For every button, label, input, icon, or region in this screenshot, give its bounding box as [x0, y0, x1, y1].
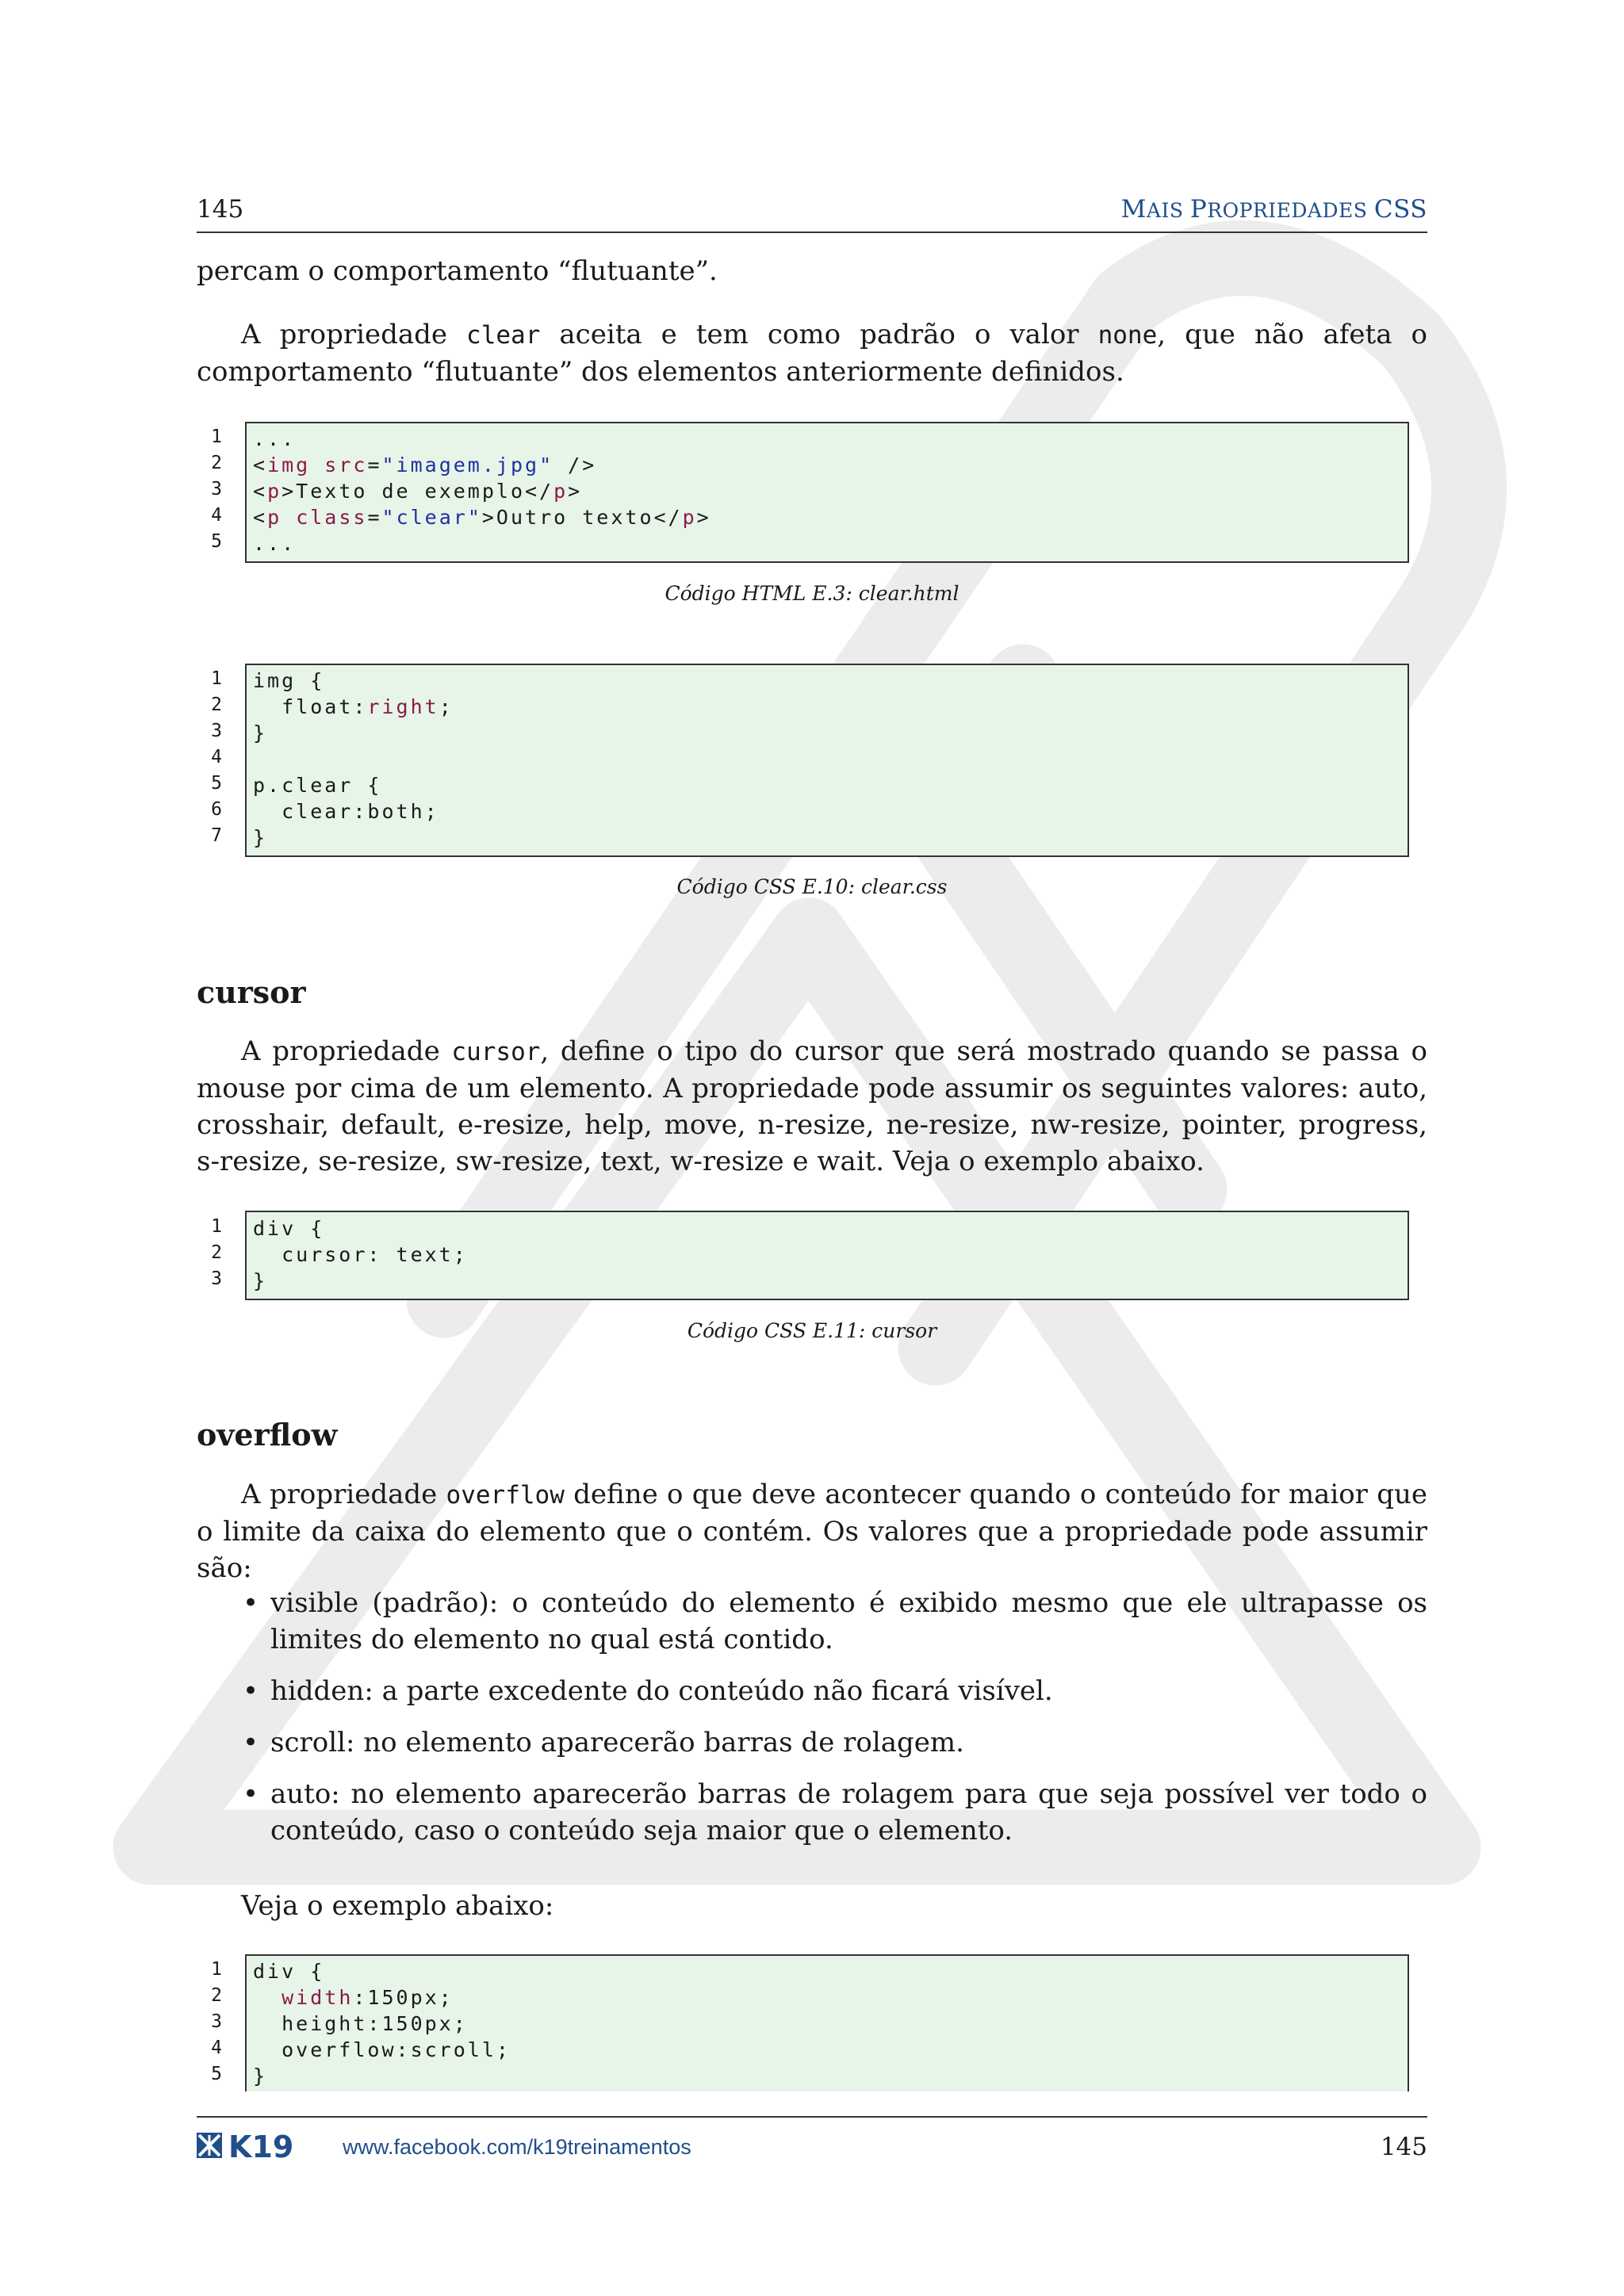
code-block-html: ... <img src="imagem.jpg" /> <p>Texto de exemplo</p> <p class="clear">Outro texto</p> ... — [245, 422, 1409, 563]
paragraph-overflow: A propriedade overflow define o que deve acontecer quando o conteúdo for maior que o limite da caixa do elemento que o contém. Os valores que a propriedade pode assumir são: — [197, 1479, 1427, 1584]
code-block-css-cursor: div { cursor: text; } — [245, 1211, 1409, 1300]
inline-code-clear: clear — [466, 321, 541, 350]
k19-logo — [197, 2130, 320, 2161]
list-item: • auto: no elemento aparecerão barras de rolagem para que seja possível ver todo o conteúdo, caso o conteúdo seja maior que o elemento. — [243, 1778, 1427, 1846]
header-rule — [197, 232, 1427, 233]
page-number-top: 145 — [197, 195, 244, 224]
list-item: • visible (padrão): o conteúdo do elemento é exibido mesmo que ele ultrapasse os limites do elemento no qual está contido. — [243, 1587, 1427, 1655]
code-block-css-overflow: div { width:150px; height:150px; overflow:scroll; } — [245, 1954, 1409, 2091]
footer-rule — [197, 2116, 1427, 2118]
overflow-values-list — [197, 1585, 1427, 1864]
inline-code-cursor: cursor — [451, 1038, 541, 1066]
inline-code-overflow: overflow — [446, 1481, 565, 1510]
list-item: • hidden: a parte excedente do conteúdo não ficará visível. — [243, 1675, 1053, 1707]
section-heading-overflow: overflow — [197, 1417, 338, 1452]
paragraph-clear: A propriedade clear aceita e tem como padrão o valor none, que não afeta o comportamento “flutuante” dos elementos anteriormente definidos. — [197, 319, 1427, 388]
code-block-css-clear: img { float:right; } p.clear { clear:both; } — [245, 664, 1409, 857]
code-line-numbers: 1 2 3 4 5 — [211, 427, 222, 552]
code-line-numbers: 1 2 3 4 5 6 7 — [211, 668, 222, 846]
facebook-link[interactable]: www.facebook.com/k19treinamentos — [343, 2135, 691, 2159]
section-heading-cursor: cursor — [197, 974, 306, 1010]
code-line-numbers: 1 2 3 — [211, 1216, 222, 1289]
code-caption: Código HTML E.3: clear.html — [665, 582, 959, 605]
paragraph-continuation: percam o comportamento “flutuante”. — [197, 255, 718, 287]
svg-text:K19: K19 — [228, 2130, 294, 2161]
paragraph-cursor: A propriedade cursor, define o tipo do cursor que será mostrado quando se passa o mouse por cima de um elemento. A propriedade pode assumir os seguintes valores: auto, crosshair, default, e-resize, help, move, n-resize, ne-resize, nw-resize, pointer, progress, s-resize, se-resize, sw-resize, text, w-resize e wait. Veja o exemplo abaixo. — [197, 1035, 1428, 1177]
running-title: MAIS PROPRIEDADES CSS — [1120, 195, 1427, 224]
code-caption: Código CSS E.10: clear.css — [676, 875, 948, 898]
code-caption: Código CSS E.11: cursor — [687, 1319, 937, 1342]
page-number-bottom: 145 — [1380, 2133, 1427, 2161]
paragraph-example: Veja o exemplo abaixo: — [241, 1890, 554, 1922]
list-item: • scroll: no elemento aparecerão barras de rolagem. — [243, 1727, 964, 1758]
code-line-numbers: 1 2 3 4 5 — [211, 1959, 222, 2084]
inline-code-none: none — [1097, 321, 1158, 350]
